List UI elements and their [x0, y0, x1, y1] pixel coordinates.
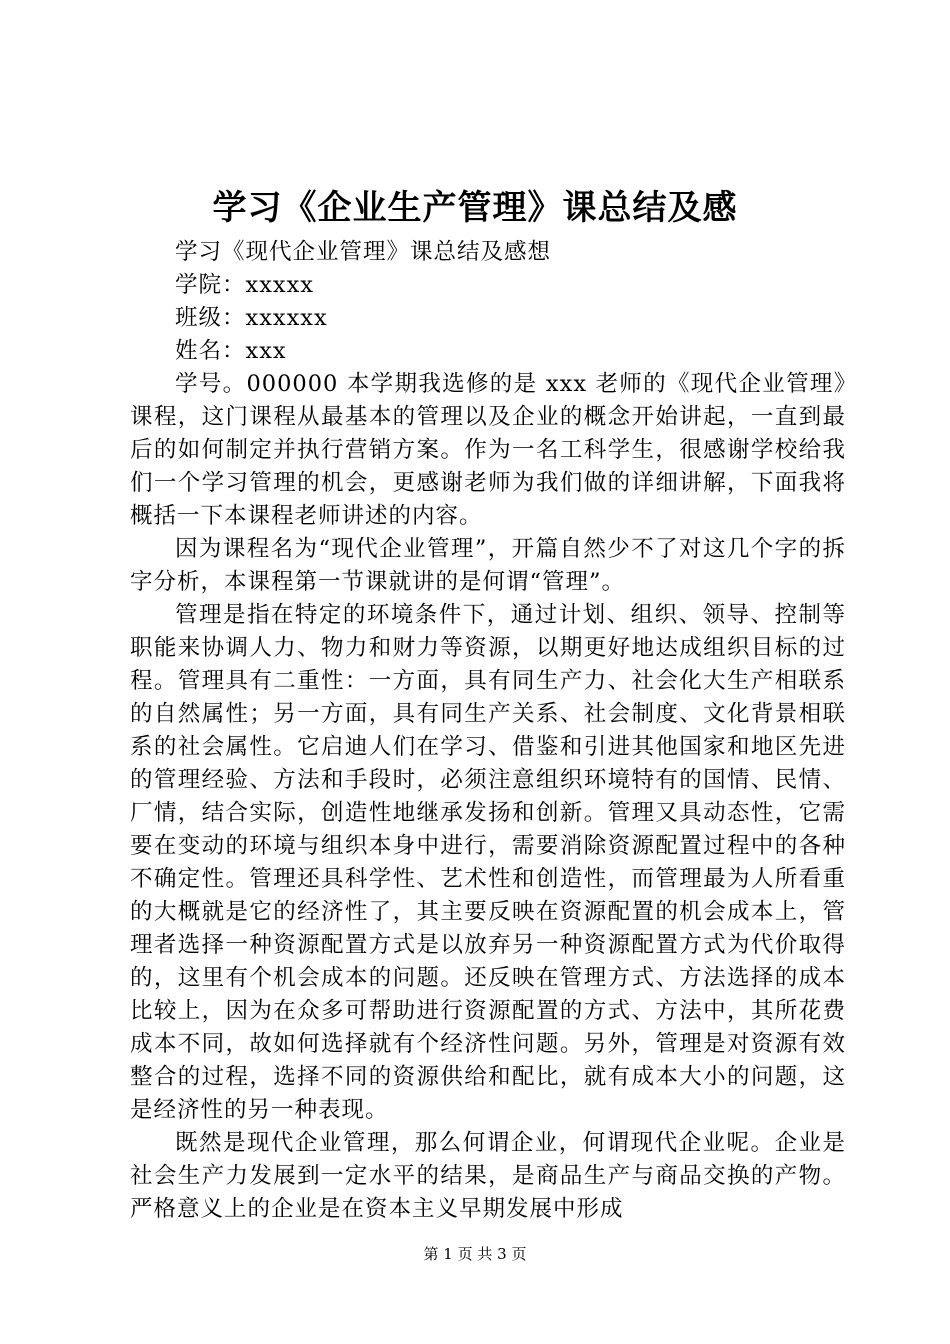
college-line: 学院：xxxxx [175, 272, 314, 298]
class-line: 班级：xxxxxx [175, 305, 328, 331]
name-line: 姓名：xxx [175, 338, 287, 364]
page-number-footer: 第 1 页 共 3 页 [423, 1245, 527, 1263]
document-body [130, 236, 846, 1226]
body-paragraph: 既然是现代企业管理，那么何谓企业，何谓现代企业呢。企业是社会生产力发展到一定水平的结果，是商品生产与商品交换的产物。严格意义上的企业是在资本主义早期发展中形成 [130, 1130, 846, 1222]
document-title: 学习《企业生产管理》课总结及感 [212, 188, 738, 228]
body-paragraph: 学号。000000 本学期我选修的是 xxx 老师的《现代企业管理》课程，这门课程从最基本的管理以及企业的概念开始讲起，一直到最后的如何制定并执行营销方案。作为一名工科学生，很感谢学校给我们一个学习管理的机会，更感谢老师为我们做的详细讲解，下面我将概括一下本课程老师讲述的内容。 [130, 371, 846, 529]
body-paragraph: 管理是指在特定的环境条件下，通过计划、组织、领导、控制等职能来协调人力、物力和财力等资源，以期更好地达成组织目标的过程。管理具有二重性：一方面，具有同生产力、社会化大生产相联系的自然属性；另一方面，具有同生产关系、社会制度、文化背景相联系的社会属性。它启迪人们在学习、借鉴和引进其他国家和地区先进的管理经验、方法和手段时，必须注意组织环境特有的国情、民情、厂情，结合实际，创造性地继承发扬和创新。管理又具动态性，它需要在变动的环境与组织本身中进行，需要消除资源配置过程中的各种不确定性。管理还具科学性、艺术性和创造性，而管理最为人所看重的大概就是它的经济性了，其主要反映在资源配置的机会成本上，管理者选择一种资源配置方式是以放弃另一种资源配置方式为代价取得的，这里有个机会成本的问题。还反映在管理方式、方法选择的成本比较上，因为在众多可帮助进行资源配置的方式、方法中，其所花费成本不同，故如何选择就有个经济性问题。另外，管理是对资源有效整合的过程，选择不同的资源供给和配比，就有成本大小的问题，这是经济性的另一种表现。 [130, 602, 846, 1123]
body-paragraph: 因为课程名为“现代企业管理”，开篇自然少不了对这几个字的拆字分析，本课程第一节课就讲的是何谓“管理”。 [130, 536, 846, 595]
subtitle-paragraph: 学习《现代企业管理》课总结及感想 [175, 239, 552, 265]
